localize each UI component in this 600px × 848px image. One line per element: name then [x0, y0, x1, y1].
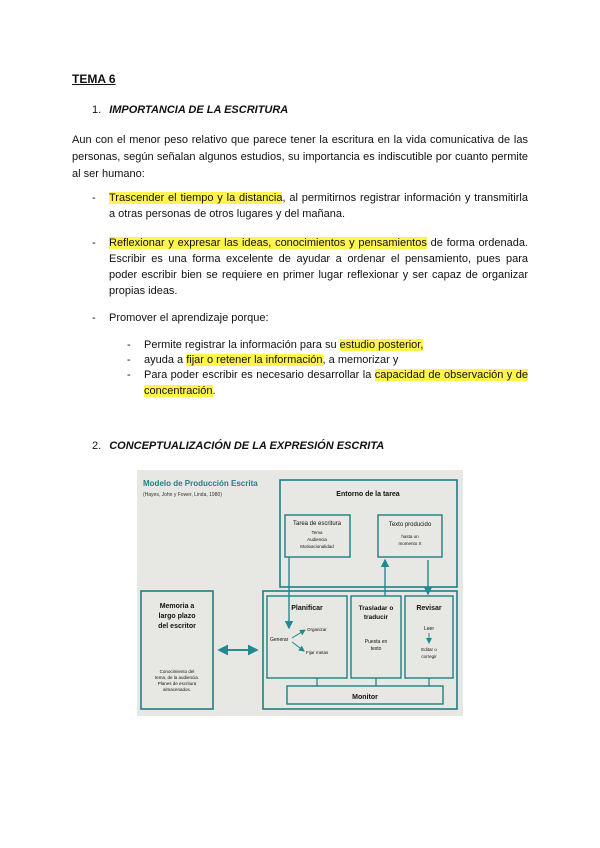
texto-item: momento X — [398, 541, 422, 546]
memoria-item: Planes de escritura — [157, 681, 197, 686]
puesta-label: Puesta en — [364, 639, 388, 645]
sub-bullet-highlight: capacidad de observación y de concentración — [144, 369, 528, 397]
editar-label: Editar o — [421, 647, 437, 652]
sub-bullet-highlight: estudio posterior, — [339, 339, 424, 351]
memoria-title: Memoria a — [159, 603, 195, 610]
organizar-label: Organizar — [307, 627, 327, 632]
puesta-label: texto — [370, 646, 382, 652]
memoria-item: almacenados. — [162, 687, 192, 692]
sub-bullet-text: ayuda a — [144, 354, 187, 366]
section-1-number: 1. — [92, 104, 102, 116]
section-2-number: 2. — [92, 440, 102, 452]
bullet-dash: - — [92, 312, 96, 324]
section-2-title: CONCEPTUALIZACIÓN DE LA EXPRESIÓN ESCRITA — [109, 440, 385, 452]
sub-bullet-text: , a memorizar y — [322, 354, 399, 366]
editar-label: corregir — [421, 654, 437, 659]
texto-title: Texto producido — [388, 522, 432, 528]
sub-bullet-highlight: fijar o retener la información — [186, 354, 323, 366]
fijar-metas-label: Fijar metas — [306, 650, 329, 655]
memoria-title: del escritor — [158, 623, 196, 630]
sub-bullet-dash: - — [127, 369, 131, 381]
monitor-label: Monitor — [352, 694, 378, 701]
sub-bullet-item — [127, 337, 528, 353]
sub-bullet-text: . — [212, 385, 216, 397]
diagram-model-title: Modelo de Producción Escrita — [143, 479, 258, 488]
bullet-text: , al permitirnos registrar información y transmitirla a otras personas de otros lugares y del mañana. — [109, 192, 528, 220]
writing-model-diagram — [137, 470, 463, 716]
section-1-heading — [92, 104, 288, 116]
bullet-item — [92, 310, 528, 326]
memoria-title: largo plazo — [158, 613, 196, 620]
sub-bullet-dash: - — [127, 354, 131, 366]
memoria-item: tema, de la audiencia. — [154, 675, 200, 680]
bullet-highlight: Reflexionar y expresar las ideas, conocimientos y pensamientos — [109, 237, 427, 249]
memoria-item: Conocimiento del — [159, 669, 195, 674]
bullet-text: Promover el aprendizaje porque: — [109, 312, 269, 324]
texto-item: hasta un — [401, 534, 419, 539]
revisar-label: Revisar — [416, 605, 442, 612]
bullet-dash: - — [92, 192, 96, 204]
tarea-item: Motivacionalidad — [300, 544, 334, 549]
section-2-heading — [92, 440, 384, 452]
trasladar-label: Trasladar o — [358, 605, 394, 612]
trasladar-label: traducir — [363, 614, 389, 621]
diagram-model-authors: (Hayes, John y Fower, Linda, 1980) — [143, 492, 222, 498]
page-title: TEMA 6 — [72, 72, 116, 86]
planificar-label: Planificar — [291, 605, 323, 612]
leer-label: Leer — [423, 626, 435, 632]
tarea-item: Tema — [311, 530, 323, 535]
sub-bullet-dash: - — [127, 339, 131, 351]
tarea-item: Audiencia — [307, 537, 327, 542]
bullet-highlight: Trascender el tiempo y la distancia — [109, 192, 283, 204]
bullet-item — [92, 190, 528, 222]
sub-bullet-text: Permite registrar la información para su — [144, 339, 340, 351]
sub-bullet-item — [127, 367, 528, 399]
bullet-item — [92, 235, 528, 299]
intro-paragraph: Aun con el menor peso relativo que parece tener la escritura en la vida comunicativa de las personas, según señalan algunos estudios, su importancia es indiscutible por cuanto permite al ser humano: — [72, 134, 528, 180]
sub-bullet-item — [127, 352, 528, 368]
generar-label: Generar — [270, 637, 289, 643]
entorno-label: Entorno de la tarea — [336, 491, 400, 498]
tarea-title: Tarea de escritura — [292, 521, 342, 527]
bullet-text: de forma ordenada. Escribir es una forma excelente de ayudar a ordenar el pensamiento, pues para poder escribir bien se requiere en primer lugar reflexionar y ser capaz de organizar propias ideas. — [109, 237, 528, 297]
sub-bullet-text: Para poder escribir es necesario desarrollar la — [144, 369, 375, 381]
bullet-dash: - — [92, 237, 96, 249]
section-1-title: IMPORTANCIA DE LA ESCRITURA — [109, 104, 289, 116]
